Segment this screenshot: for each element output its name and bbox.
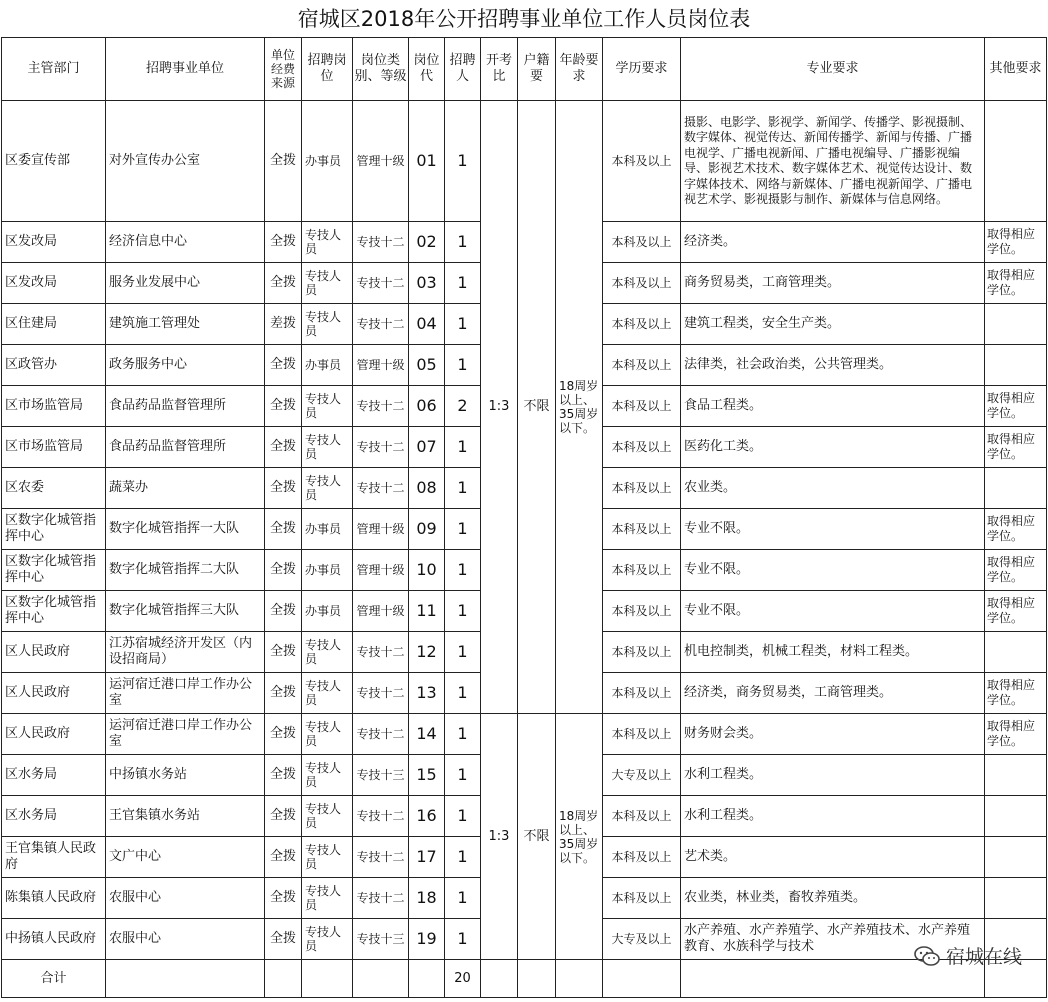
cell-major: 水利工程类。: [681, 796, 985, 837]
cell-hukou: 不限: [518, 101, 556, 714]
cell-post: 专技人员: [302, 919, 353, 960]
cell-fund: 全拨: [265, 509, 302, 550]
cell-fund: 全拨: [265, 222, 302, 263]
cell-fund: 全拨: [265, 632, 302, 673]
cell-other: 取得相应学位。: [985, 263, 1047, 304]
cell-count: 2: [445, 386, 481, 427]
cell-count: 1: [445, 468, 481, 509]
cell-code: 01: [409, 101, 445, 222]
cell-code: 06: [409, 386, 445, 427]
cell-other: 取得相应学位。: [985, 673, 1047, 714]
cell-count: 1: [445, 263, 481, 304]
cell-unit: 建筑施工管理处: [106, 304, 265, 345]
cell-fund: 全拨: [265, 755, 302, 796]
cell-category: 专技十三: [353, 755, 409, 796]
cell-other: 取得相应学位。: [985, 386, 1047, 427]
empty-cell: [409, 960, 445, 998]
cell-edu: 本科及以上: [603, 796, 681, 837]
cell-code: 07: [409, 427, 445, 468]
header-unit: 招聘事业单位: [106, 38, 265, 101]
cell-dept: 区发改局: [2, 222, 106, 263]
cell-dept: 区数字化城管指挥中心: [2, 509, 106, 550]
cell-fund: 全拨: [265, 919, 302, 960]
cell-other: 取得相应学位。: [985, 591, 1047, 632]
watermark-text: 宿城在线: [945, 946, 1022, 968]
cell-dept: 区住建局: [2, 304, 106, 345]
cell-post: 专技人员: [302, 673, 353, 714]
total-label: 合计: [2, 960, 106, 998]
cell-major: 医药化工类。: [681, 427, 985, 468]
cell-post: 办事员: [302, 101, 353, 222]
cell-category: 专技十二: [353, 878, 409, 919]
header-code: 岗位代: [409, 38, 445, 101]
cell-other: [985, 796, 1047, 837]
cell-category: 专技十二: [353, 632, 409, 673]
header-row: [2, 38, 1047, 101]
cell-dept: 王官集镇人民政府: [2, 837, 106, 878]
cell-post: 办事员: [302, 345, 353, 386]
empty-cell: [481, 960, 518, 998]
cell-dept: 区发改局: [2, 263, 106, 304]
cell-unit: 政务服务中心: [106, 345, 265, 386]
cell-category: 管理十级: [353, 591, 409, 632]
cell-major: 专业不限。: [681, 550, 985, 591]
cell-edu: 本科及以上: [603, 632, 681, 673]
cell-dept: 区水务局: [2, 796, 106, 837]
header-post: 招聘岗位: [302, 38, 353, 101]
cell-post: 办事员: [302, 509, 353, 550]
cell-major: 专业不限。: [681, 509, 985, 550]
cell-post: 专技人员: [302, 837, 353, 878]
cell-edu: 本科及以上: [603, 509, 681, 550]
empty-cell: [518, 960, 556, 998]
table-row: [2, 714, 1047, 755]
cell-edu: 本科及以上: [603, 468, 681, 509]
cell-edu: 本科及以上: [603, 837, 681, 878]
cell-count: 1: [445, 222, 481, 263]
empty-cell: [556, 960, 603, 998]
cell-hukou: 不限: [518, 714, 556, 960]
cell-count: 1: [445, 345, 481, 386]
recruitment-table: [1, 37, 1047, 998]
cell-edu: 本科及以上: [603, 714, 681, 755]
cell-other: [985, 755, 1047, 796]
cell-code: 14: [409, 714, 445, 755]
cell-fund: 全拨: [265, 427, 302, 468]
cell-post: 专技人员: [302, 468, 353, 509]
cell-age: 18周岁以上、35周岁以下。: [556, 714, 603, 960]
cell-edu: 本科及以上: [603, 591, 681, 632]
cell-edu: 本科及以上: [603, 386, 681, 427]
cell-major: 摄影、电影学、影视学、新闻学、传播学、影视摄制、数字媒体、视觉传达、新闻传播学、新闻与传播、广播电视学、广播电视新闻、广播电视编导、广播影视编导、影视艺术技术、数字媒体艺术、视觉传达设计、数字媒体技术、网络与新媒体、广播电视新闻学、广播电视艺术学、影视摄影与制作、新媒体与信息网络。: [681, 101, 985, 222]
cell-major: 财务财会类。: [681, 714, 985, 755]
cell-major: 商务贸易类，工商管理类。: [681, 263, 985, 304]
header-category: 岗位类别、等级: [353, 38, 409, 101]
cell-code: 10: [409, 550, 445, 591]
cell-count: 1: [445, 714, 481, 755]
cell-category: 专技十二: [353, 263, 409, 304]
cell-edu: 本科及以上: [603, 101, 681, 222]
empty-cell: [603, 960, 681, 998]
cell-age: 18周岁以上、35周岁以下。: [556, 101, 603, 714]
cell-dept: 区政管办: [2, 345, 106, 386]
cell-code: 08: [409, 468, 445, 509]
cell-dept: 区市场监管局: [2, 427, 106, 468]
cell-fund: 全拨: [265, 386, 302, 427]
cell-code: 03: [409, 263, 445, 304]
cell-unit: 农服中心: [106, 878, 265, 919]
cell-other: [985, 878, 1047, 919]
cell-other: [985, 468, 1047, 509]
header-age: 年龄要求: [556, 38, 603, 101]
cell-code: 12: [409, 632, 445, 673]
cell-category: 专技十二: [353, 796, 409, 837]
cell-edu: 本科及以上: [603, 673, 681, 714]
cell-unit: 文广中心: [106, 837, 265, 878]
cell-other: 取得相应学位。: [985, 550, 1047, 591]
header-fund: 单位经费来源: [265, 38, 302, 101]
cell-major: 法律类，社会政治类，公共管理类。: [681, 345, 985, 386]
cell-fund: 全拨: [265, 837, 302, 878]
cell-unit: 中扬镇水务站: [106, 755, 265, 796]
cell-fund: 全拨: [265, 468, 302, 509]
cell-edu: 本科及以上: [603, 550, 681, 591]
empty-cell: [302, 960, 353, 998]
cell-fund: 全拨: [265, 345, 302, 386]
cell-category: 专技十二: [353, 222, 409, 263]
header-major: 专业要求: [681, 38, 985, 101]
cell-other: 取得相应学位。: [985, 714, 1047, 755]
cell-count: 1: [445, 632, 481, 673]
cell-post: 专技人员: [302, 755, 353, 796]
cell-fund: 全拨: [265, 673, 302, 714]
cell-other: 取得相应学位。: [985, 222, 1047, 263]
cell-fund: 全拨: [265, 101, 302, 222]
cell-major: 建筑工程类，安全生产类。: [681, 304, 985, 345]
cell-category: 专技十二: [353, 837, 409, 878]
cell-post: 专技人员: [302, 386, 353, 427]
cell-count: 1: [445, 755, 481, 796]
cell-dept: 区数字化城管指挥中心: [2, 591, 106, 632]
cell-dept: 区委宣传部: [2, 101, 106, 222]
empty-cell: [265, 960, 302, 998]
cell-dept: 区人民政府: [2, 632, 106, 673]
cell-unit: 运河宿迁港口岸工作办公室: [106, 673, 265, 714]
cell-category: 专技十二: [353, 427, 409, 468]
cell-category: 专技十二: [353, 673, 409, 714]
header-hukou: 户籍要: [518, 38, 556, 101]
cell-major: 机电控制类，机械工程类，材料工程类。: [681, 632, 985, 673]
cell-category: 专技十二: [353, 468, 409, 509]
cell-other: [985, 345, 1047, 386]
cell-dept: 区人民政府: [2, 673, 106, 714]
cell-other: 取得相应学位。: [985, 509, 1047, 550]
cell-edu: 本科及以上: [603, 345, 681, 386]
cell-count: 1: [445, 837, 481, 878]
cell-category: 专技十二: [353, 386, 409, 427]
cell-edu: 本科及以上: [603, 304, 681, 345]
cell-post: 办事员: [302, 550, 353, 591]
cell-code: 11: [409, 591, 445, 632]
watermark: [914, 942, 1022, 969]
cell-ratio: 1:3: [481, 714, 518, 960]
cell-count: 1: [445, 878, 481, 919]
cell-unit: 食品药品监督管理所: [106, 427, 265, 468]
cell-post: 专技人员: [302, 714, 353, 755]
cell-category: 专技十二: [353, 714, 409, 755]
cell-count: 1: [445, 591, 481, 632]
cell-unit: 蔬菜办: [106, 468, 265, 509]
cell-edu: 本科及以上: [603, 878, 681, 919]
cell-unit: 农服中心: [106, 919, 265, 960]
cell-unit: 经济信息中心: [106, 222, 265, 263]
cell-dept: 区市场监管局: [2, 386, 106, 427]
cell-fund: 全拨: [265, 796, 302, 837]
cell-post: 专技人员: [302, 878, 353, 919]
cell-post: 专技人员: [302, 427, 353, 468]
header-dept: 主管部门: [2, 38, 106, 101]
cell-other: [985, 632, 1047, 673]
cell-category: 管理十级: [353, 550, 409, 591]
cell-code: 13: [409, 673, 445, 714]
cell-unit: 数字化城管指挥一大队: [106, 509, 265, 550]
cell-edu: 大专及以上: [603, 755, 681, 796]
cell-fund: 全拨: [265, 591, 302, 632]
cell-ratio: 1:3: [481, 101, 518, 714]
cell-fund: 差拨: [265, 304, 302, 345]
cell-edu: 本科及以上: [603, 427, 681, 468]
wechat-icon: [914, 945, 940, 967]
cell-count: 1: [445, 304, 481, 345]
cell-category: 管理十级: [353, 509, 409, 550]
total-row: [2, 960, 1047, 998]
cell-code: 02: [409, 222, 445, 263]
cell-unit: 对外宣传办公室: [106, 101, 265, 222]
empty-cell: [353, 960, 409, 998]
cell-fund: 全拨: [265, 263, 302, 304]
cell-edu: 大专及以上: [603, 919, 681, 960]
table-row: [2, 101, 1047, 222]
cell-code: 19: [409, 919, 445, 960]
cell-count: 1: [445, 550, 481, 591]
header-count: 招聘人: [445, 38, 481, 101]
cell-other: [985, 101, 1047, 222]
cell-unit: 数字化城管指挥二大队: [106, 550, 265, 591]
cell-other: [985, 304, 1047, 345]
total-count: 20: [445, 960, 481, 998]
cell-major: 水利工程类。: [681, 755, 985, 796]
cell-count: 1: [445, 427, 481, 468]
cell-dept: 中扬镇人民政府: [2, 919, 106, 960]
cell-count: 1: [445, 101, 481, 222]
cell-major: 专业不限。: [681, 591, 985, 632]
cell-fund: 全拨: [265, 550, 302, 591]
cell-unit: 江苏宿城经济开发区（内设招商局）: [106, 632, 265, 673]
cell-post: 办事员: [302, 591, 353, 632]
cell-category: 专技十三: [353, 919, 409, 960]
cell-post: 专技人员: [302, 263, 353, 304]
cell-unit: 食品药品监督管理所: [106, 386, 265, 427]
cell-post: 专技人员: [302, 632, 353, 673]
page-title: 宿城区2018年公开招聘事业单位工作人员岗位表: [297, 7, 751, 31]
cell-code: 18: [409, 878, 445, 919]
cell-code: 04: [409, 304, 445, 345]
cell-category: 专技十二: [353, 304, 409, 345]
cell-code: 05: [409, 345, 445, 386]
cell-dept: 区人民政府: [2, 714, 106, 755]
empty-cell: [106, 960, 265, 998]
cell-code: 09: [409, 509, 445, 550]
cell-dept: 区数字化城管指挥中心: [2, 550, 106, 591]
cell-unit: 数字化城管指挥三大队: [106, 591, 265, 632]
cell-edu: 本科及以上: [603, 263, 681, 304]
header-edu: 学历要求: [603, 38, 681, 101]
cell-major: 水产养殖、水产养殖学、水产养殖技术、水产养殖教育、水族科学与技术: [681, 919, 985, 960]
cell-code: 16: [409, 796, 445, 837]
header-other: 其他要求: [985, 38, 1047, 101]
cell-post: 专技人员: [302, 796, 353, 837]
cell-fund: 全拨: [265, 878, 302, 919]
cell-other: [985, 837, 1047, 878]
cell-post: 专技人员: [302, 304, 353, 345]
cell-dept: 区水务局: [2, 755, 106, 796]
cell-major: 食品工程类。: [681, 386, 985, 427]
cell-count: 1: [445, 796, 481, 837]
cell-count: 1: [445, 673, 481, 714]
cell-major: 经济类，商务贸易类，工商管理类。: [681, 673, 985, 714]
cell-count: 1: [445, 919, 481, 960]
cell-other: 取得相应学位。: [985, 427, 1047, 468]
cell-unit: 服务业发展中心: [106, 263, 265, 304]
cell-dept: 区农委: [2, 468, 106, 509]
cell-major: 艺术类。: [681, 837, 985, 878]
cell-dept: 陈集镇人民政府: [2, 878, 106, 919]
cell-category: 管理十级: [353, 345, 409, 386]
cell-unit: 运河宿迁港口岸工作办公室: [106, 714, 265, 755]
cell-major: 农业类。: [681, 468, 985, 509]
cell-edu: 本科及以上: [603, 222, 681, 263]
cell-major: 农业类，林业类，畜牧养殖类。: [681, 878, 985, 919]
cell-fund: 全拨: [265, 714, 302, 755]
cell-post: 专技人员: [302, 222, 353, 263]
cell-code: 15: [409, 755, 445, 796]
cell-major: 经济类。: [681, 222, 985, 263]
cell-count: 1: [445, 509, 481, 550]
header-ratio: 开考比: [481, 38, 518, 101]
cell-unit: 王官集镇水务站: [106, 796, 265, 837]
cell-code: 17: [409, 837, 445, 878]
cell-category: 管理十级: [353, 101, 409, 222]
